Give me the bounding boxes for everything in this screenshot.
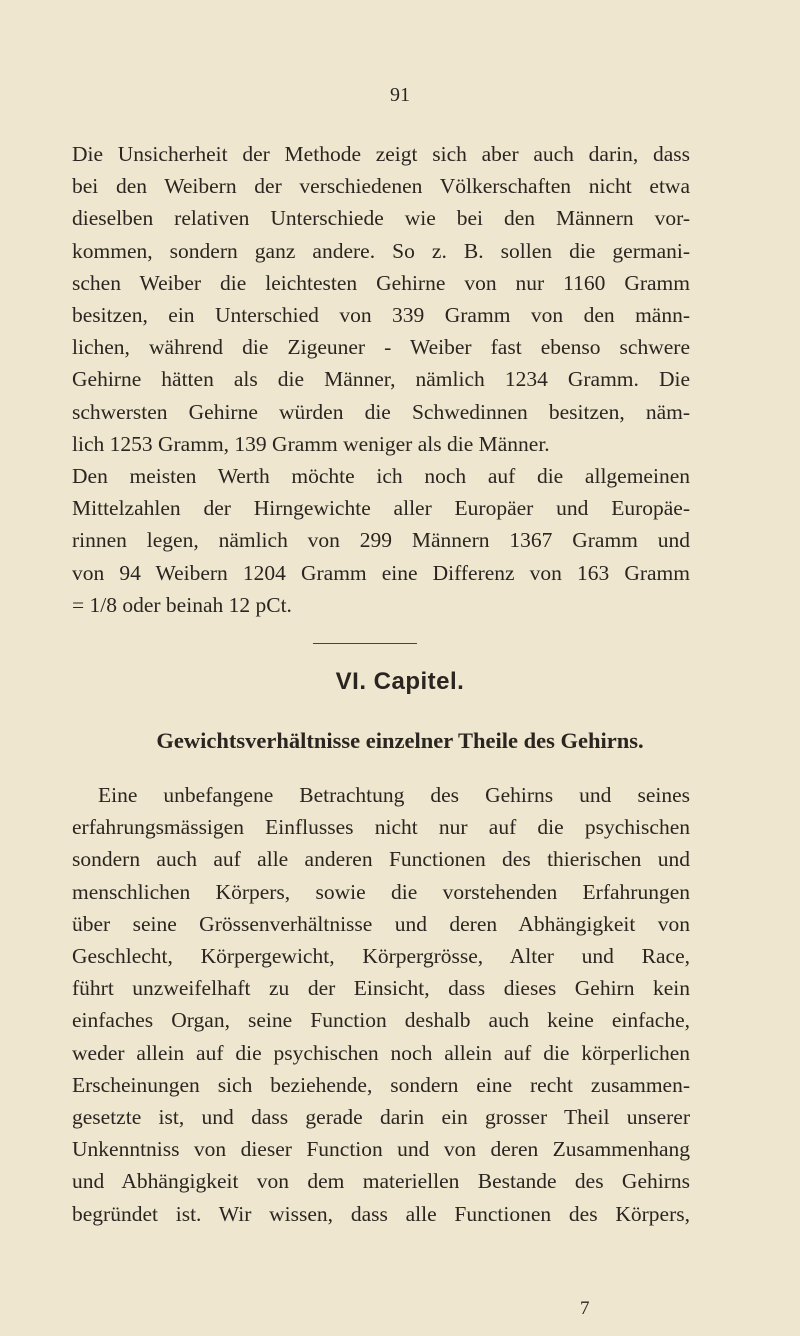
text-line: kommen, sondern ganz andere. So z. B. sollen die germani-	[72, 238, 690, 263]
text-line: Gehirne hätten als die Männer, nämlich 1234 Gramm. Die	[72, 367, 690, 392]
text-line: Mittelzahlen der Hirngewichte aller Europäer und Europäe-	[72, 496, 690, 521]
text-line: gesetzte ist, und dass gerade darin ein grosser Theil unserer	[72, 1105, 690, 1130]
text-line: und Abhängigkeit von dem materiellen Bestande des Gehirns	[72, 1169, 690, 1194]
chapter-heading: VI. Capitel.	[335, 668, 465, 695]
text-line: Die Unsicherheit der Methode zeigt sich aber auch darin, dass	[72, 142, 690, 166]
text-line: von 94 Weibern 1204 Gramm eine Differenz von 163 Gramm	[72, 560, 690, 585]
section-divider	[313, 643, 417, 644]
text-line: lich 1253 Gramm, 139 Gramm weniger als die Männer.	[72, 431, 550, 456]
text-line: lichen, während die Zigeuner - Weiber fast ebenso schwere	[72, 335, 690, 360]
text-line: schwersten Gehirne würden die Schwedinnen besitzen, näm-	[72, 399, 690, 424]
text-line: dieselben relativen Unterschiede wie bei den Männern vor-	[72, 206, 690, 231]
text-line: Den meisten Werth möchte ich noch auf die allgemeinen	[72, 464, 690, 489]
text-line: Geschlecht, Körpergewicht, Körpergrösse, Alter und Race,	[72, 944, 690, 969]
text-line: erfahrungsmässigen Einflusses nicht nur auf die psychischen	[72, 815, 690, 840]
text-line: einfaches Organ, seine Function deshalb auch keine einfache,	[72, 1008, 690, 1033]
text-line: begründet ist. Wir wissen, dass alle Functionen des Körpers,	[72, 1201, 690, 1226]
text-line: rinnen legen, nämlich von 299 Männern 1367 Gramm und	[72, 528, 690, 553]
text-line: Unkenntniss von dieser Function und von deren Zusammenhang	[72, 1137, 690, 1162]
body-paragraph-2	[72, 779, 690, 1230]
text-line: schen Weiber die leichtesten Gehirne von nur 1160 Gramm	[72, 270, 690, 295]
text-line: Erscheinungen sich beziehende, sondern eine recht zusammen-	[72, 1072, 690, 1097]
text-line: weder allein auf die psychischen noch allein auf die körperlichen	[72, 1040, 690, 1065]
body-paragraph-1	[72, 138, 690, 621]
text-line: sondern auch auf alle anderen Functionen des thierischen und	[72, 847, 690, 872]
text-line: = 1/8 oder beinah 12 pCt.	[72, 592, 292, 617]
text-line: menschlichen Körpers, sowie die vorstehenden Erfahrungen	[72, 879, 690, 904]
chapter-title: Gewichtsverhältnisse einzelner Theile des Gehirns.	[156, 728, 644, 753]
text-line: Eine unbefangene Betrachtung des Gehirns und seines	[98, 783, 690, 807]
text-line: über seine Grössenverhältnisse und deren Abhängigkeit von	[72, 911, 690, 936]
text-line: besitzen, ein Unterschied von 339 Gramm von den männ-	[72, 303, 690, 328]
text-line: bei den Weibern der verschiedenen Völkerschaften nicht etwa	[72, 174, 690, 199]
text-line: führt unzweifelhaft zu der Einsicht, dass dieses Gehirn kein	[72, 976, 690, 1001]
signature-mark: 7	[580, 1298, 590, 1319]
page-number: 91	[390, 84, 410, 106]
